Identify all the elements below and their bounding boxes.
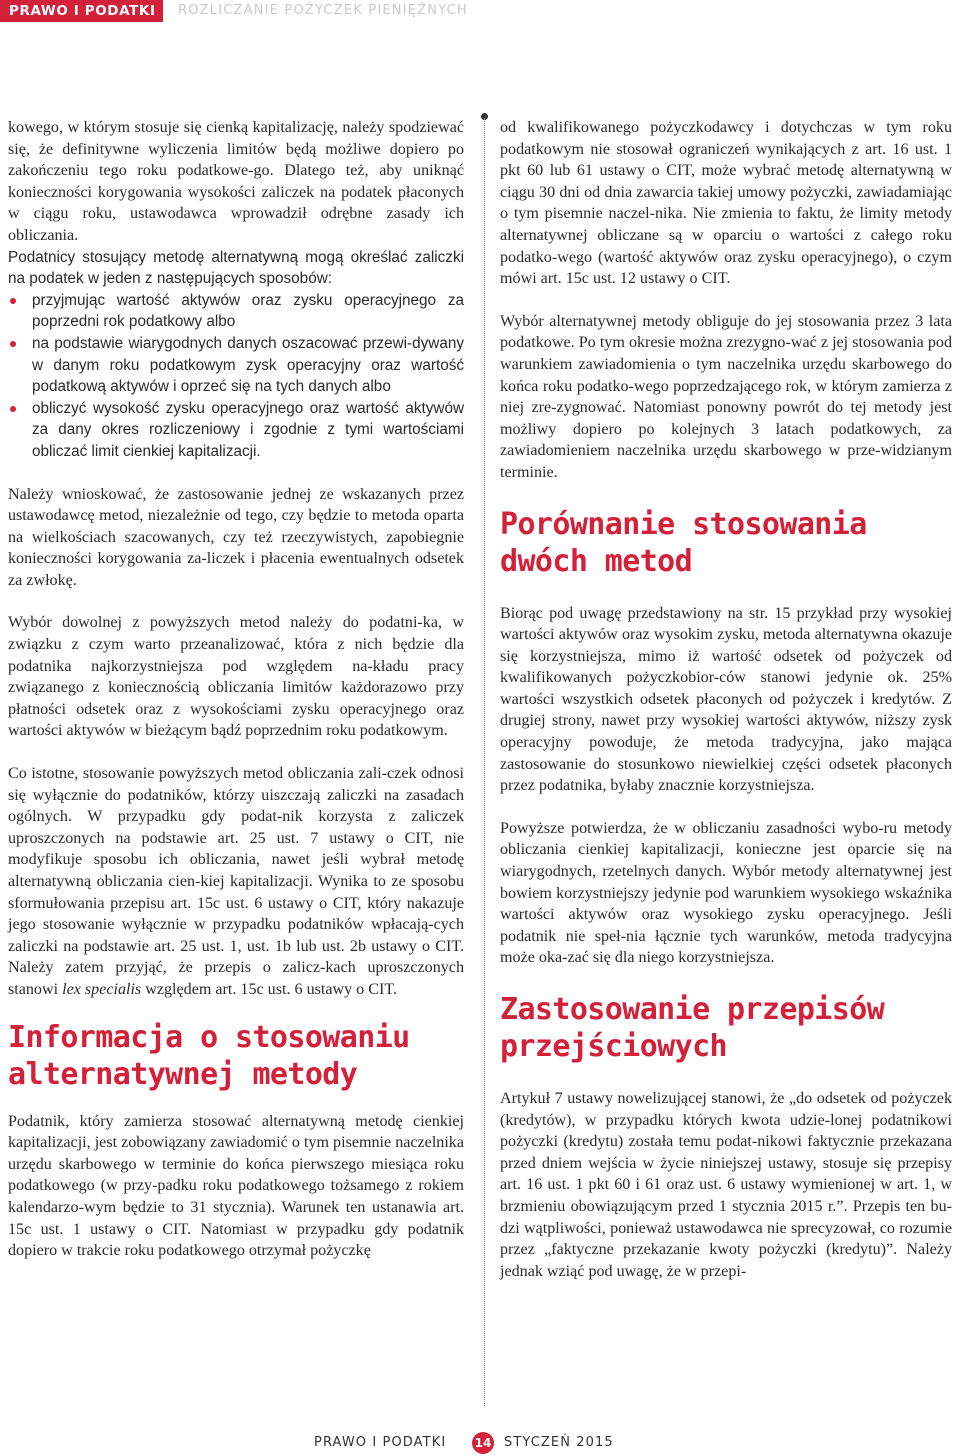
paragraph: Artykuł 7 ustawy nowelizującej stanowi, że „do odsetek od pożyczek (kredytów), w przypadku których kwota udzie-lonej podatnikowi pożyczki (kredytu) została temu podat-nikowi faktycznie przekazana przed dniem wejścia w życie niniejszej ustawy, stosuje się przepisy art. 16 ust. 1 pkt 60 i 61 oraz ust. 6 ustawy wymienionej w art. 1, w brzmieniu obowiązującym przed 1 stycznia 2015 r.”. Przepis ten bu-dzi wątpliwości, ponieważ ustawodawca nie sprecyzował, co rozumie przez „faktyczne przekazanie kwoty pożyczki (kredytu)”. Należy jednak wziąć pod uwagę, że w przepi- xyxy=(500,1090,952,1280)
list-item-text: przyjmując wartość aktywów oraz zysku operacyjnego za poprzedni rok podatkowy albo xyxy=(32,291,464,331)
heading-line: alternatywnej metody xyxy=(8,1056,358,1092)
paragraph: Powyższe potwierdza, że w obliczaniu zasadności wybo-ru metody obliczania cienkiej kapitalizacji, konieczne jest oparcie się na wiarygodnych, rzetelnych danych. Wybór metody alternatywnej jest bowiem korzystniejszy jedynie pod warunkiem wysokiego wskaźnika wartości aktywów oraz wysokiego zysku operacyjnego. Jeśli podatnik nie speł-nia łącznie tych warunków, metoda tradycyjna może oka-zać się dla niego korzystniejsza. xyxy=(500,819,952,967)
paragraph: Wybór dowolnej z powyższych metod należy do podatni-ka, w związku z czym warto przeanalizować, która z nich będzie dla podatnika najkorzystniejsza pod względem na-kładu pracy związanego z koniecznością obliczania limitów każdorazowo przy płatności odsetek oraz z wysokościami zysku operacyjnego oraz wartości aktywów w bieżącym bądź poprzednim roku podatkowym. xyxy=(8,614,464,740)
paragraph: Biorąc pod uwagę przedstawiony na str. 15 przykład przy wysokiej wartości aktywów oraz wysokim zysku, metoda alternatywna okazuje się korzystniejsza, mimo iż wartość odsetek od pożyczek od kwalifikowanych pożyczkobior-ców stanowi jedynie ok. 25% wartości wszystkich odsetek płaconych od pożyczek i kredytów. Z drugiej strony, nawet przy wysokiej wartości aktywów, niższy zysk operacyjny powoduje, że metoda tradycyjna, jako mająca zastosowanie do stosunkowo niewielkiej części odsetek płaconych przez podatnika, byłaby znacznie korzystniejsza. xyxy=(500,604,952,795)
heading-line: Zastosowanie przepisów xyxy=(500,992,885,1027)
page-number-badge: 14 xyxy=(472,1432,494,1454)
page-header xyxy=(0,0,960,22)
list-item-text: na podstawie wiarygodnych danych oszacować przewi-dywany w danym roku podatkowym zysk operacyjny oraz wartość podatkową aktywów i oprzeć się na tych danych albo xyxy=(32,334,464,396)
section-heading xyxy=(500,506,952,580)
list-item-text: obliczyć wysokość zysku operacyjnego oraz wartość aktywów za dany okres rozliczeniowy i zgodnie z tymi wartościami obliczać limit cienkiej kapitalizacji. xyxy=(32,399,464,460)
list-item xyxy=(8,333,464,398)
heading-line: dwóch metod xyxy=(500,543,693,579)
footer-publication: PRAWO I PODATKI xyxy=(314,1435,447,1450)
paragraph-text: Co istotne, stosowanie powyższych metod obliczania zali-czek odnosi się wyłącznie do podatników, którzy uiszczają zaliczki na zasadach ogólnych. W przypadku gdy podat-nik korzysta z zaliczek uproszczonych na podstawie art. 25 ust. 7 ustawy o CIT, nie modyfikuje sposobu ich obliczania, nawet jeśli wybrał metodę alternatywną obliczania cien-kiej kapitalizacji. Wynika to ze sposobu sformułowania przepisu art. 15c ust. 6 ustawy o CIT, który nakazuje jego stosowanie wyłącznie w przypadku podatników wpłacają-cych zaliczki na podstawie art. 25 ust. 1, ust. 1b lub ust. 2b ustawy o CIT. Należy zatem przyjąć, że przepis o zalicz-kach uproszczonych stanowi xyxy=(8,765,464,998)
paragraph-methods-intro: Podatnicy stosujący metodę alternatywną mogą określać zaliczki na podatek w jeden z następujących sposobów: xyxy=(8,248,464,288)
paragraph: Podatnik, który zamierza stosować alternatywną metodę cienkiej kapitalizacji, jest zobowiązany zawiadomić o tym pisemnie naczelnika urzędu skarbowego w terminie do końca pierwszego miesiąca roku podatkowego (w przy-padku roku podatkowego tożsamego z rokiem kalendarzo-wym będzie to 31 stycznia). Warunek ten ustanawia art. 15c ust. 1 ustawy o CIT. Natomiast w przypadku gdy podatnik dopiero w trakcie roku podatkowego otrzymał pożyczkę xyxy=(8,1112,464,1260)
footer-issue-date: STYCZEŃ 2015 xyxy=(504,1435,614,1450)
list-item xyxy=(8,290,464,333)
section-title: ROZLICZANIE POŻYCZEK PIENIĘŻNYCH xyxy=(178,3,468,18)
bullet-icon xyxy=(10,406,16,412)
column-divider xyxy=(484,118,485,1406)
heading-line: Porównanie stosowania xyxy=(500,506,867,542)
heading-line: przejściowych xyxy=(500,1029,727,1064)
section-heading xyxy=(8,1019,464,1093)
heading-line: Informacja o stosowaniu xyxy=(8,1019,410,1055)
paragraph: kowego, w którym stosuje się cienką kapitalizację, należy spodziewać się, że definitywne wyliczenia limitów będą możliwe dopiero po zakończeniu tego roku podatkowe-go. Dlatego też, aby uniknąć konieczności korygowania wysokości zaliczek na podatek płaconych w ciągu roku, ustawodawca wprowadził odrębne zasady ich obliczania. xyxy=(8,119,464,244)
paragraph: Należy wnioskować, że zastosowanie jednej ze wskazanych przez ustawodawcę metod, niezależnie od tego, czy będzie to metoda oparta na wielkościach szacowanych, czy też rzeczywistych, zapobiegnie konieczności korygowania za-liczek i płacenia ewentualnych odsetek za zwłokę. xyxy=(8,485,464,589)
magazine-brand: PRAWO I PODATKI xyxy=(0,0,163,22)
bullet-icon xyxy=(10,298,16,304)
right-column xyxy=(500,117,952,1282)
paragraph-text: względem art. 15c ust. 6 ustawy o CIT. xyxy=(141,980,398,998)
paragraph xyxy=(8,763,464,1001)
paragraph: od kwalifikowanego pożyczkodawcy i dotychczas w tym roku podatkowym nie stosował ograniczeń wynikających z art. 16 ust. 1 pkt 60 lub 61 ustawy o CIT, może wybrać metodę alternatywną w ciągu 30 dni od dnia zawarcia takiej umowy pożyczki, zawiadamiając o tym pisemnie naczel-nika. Nie zmienia to faktu, że limity metody alternatywnej obliczane są w oparciu o wartości z całego roku podatko-wego (wartość aktywów oraz zysku operacyjnego), o czym mówi art. 15c ust. 12 ustawy o CIT. xyxy=(500,119,952,288)
left-column xyxy=(8,117,464,1262)
latin-term: lex specialis xyxy=(62,980,142,998)
list-item xyxy=(8,398,464,463)
section-heading xyxy=(500,991,952,1065)
paragraph: Wybór alternatywnej metody obliguje do jej stosowania przez 3 lata podatkowe. Po tym okresie można zrezygno-wać z jej stosowania pod warunkiem zawiadomienia o tym naczelnika urzędu skarbowego do końca roku podatko-wego poprzedzającego rok, w którym zamierza z niej zre-zygnować. Natomiast ponowny powrót do tej metody jest możliwy dopiero po kolejnych 3 latach podatkowych, za zawiadomieniem naczelnika urzędu skarbowego w prze-widzianym terminie. xyxy=(500,312,952,481)
bullet-icon xyxy=(10,341,16,347)
methods-list xyxy=(8,290,464,463)
